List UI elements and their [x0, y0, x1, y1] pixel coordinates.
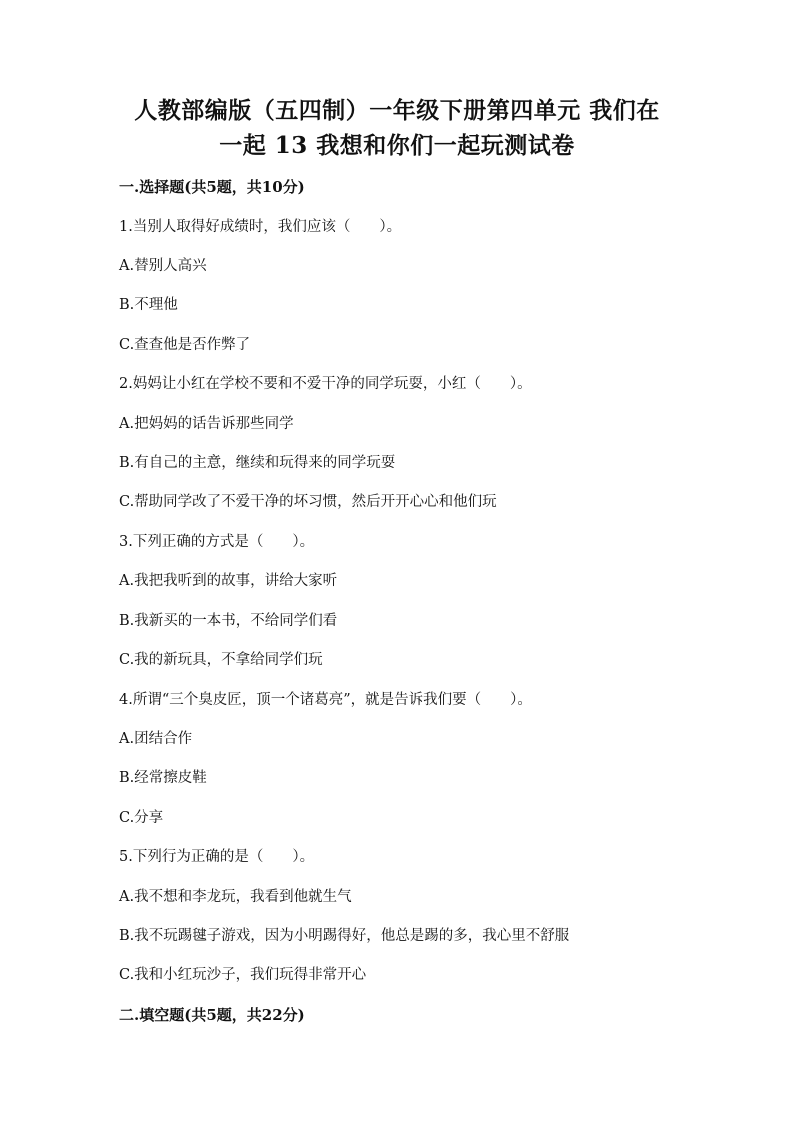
question-2-stem: 2.妈妈让小红在学校不要和不爱干净的同学玩耍，小红（ ）。	[119, 376, 532, 392]
question-5-option-b: B.我不玩踢毽子游戏，因为小明踢得好，他总是踢的多，我心里不舒服	[119, 928, 570, 944]
question-4-option-a: A.团结合作	[119, 731, 193, 747]
question-4-option-b: B.经常擦皮鞋	[119, 770, 207, 786]
question-5-option-a: A.我不想和李龙玩，我看到他就生气	[119, 889, 352, 905]
question-3-stem: 3.下列正确的方式是（ ）。	[119, 534, 315, 550]
question-1-option-c: C.查查他是否作弊了	[119, 337, 251, 353]
question-2-option-c: C.帮助同学改了不爱干净的坏习惯，然后开开心心和他们玩	[119, 494, 497, 510]
question-1-stem: 1.当别人取得好成绩时，我们应该（ ）。	[119, 219, 402, 235]
question-2-option-a: A.把妈妈的话告诉那些同学	[119, 416, 294, 432]
question-3-option-a: A.我把我听到的故事，讲给大家听	[119, 573, 338, 589]
question-3-option-c: C.我的新玩具，不拿给同学们玩	[119, 652, 323, 668]
question-2-option-b: B.有自己的主意，继续和玩得来的同学玩耍	[119, 455, 396, 471]
document-title-line-1: 人教部编版（五四制）一年级下册第四单元 我们在	[134, 97, 660, 124]
question-1-option-a: A.替别人高兴	[119, 258, 207, 274]
question-4-stem: 4.所谓“三个臭皮匠，顶一个诸葛亮”，就是告诉我们要（ ）。	[119, 692, 532, 708]
section-heading-fill-blank: 二.填空题(共5题，共22分)	[119, 1006, 305, 1024]
question-4-option-c: C.分享	[119, 810, 164, 826]
question-5-stem: 5.下列行为正确的是（ ）。	[119, 849, 315, 865]
document-title-line-2: 一起 13 我想和你们一起玩测试卷	[219, 132, 575, 159]
question-1-option-b: B.不理他	[119, 297, 178, 313]
section-heading-choice: 一.选择题(共5题，共10分)	[119, 178, 305, 196]
question-3-option-b: B.我新买的一本书，不给同学们看	[119, 613, 338, 629]
question-5-option-c: C.我和小红玩沙子，我们玩得非常开心	[119, 967, 367, 983]
